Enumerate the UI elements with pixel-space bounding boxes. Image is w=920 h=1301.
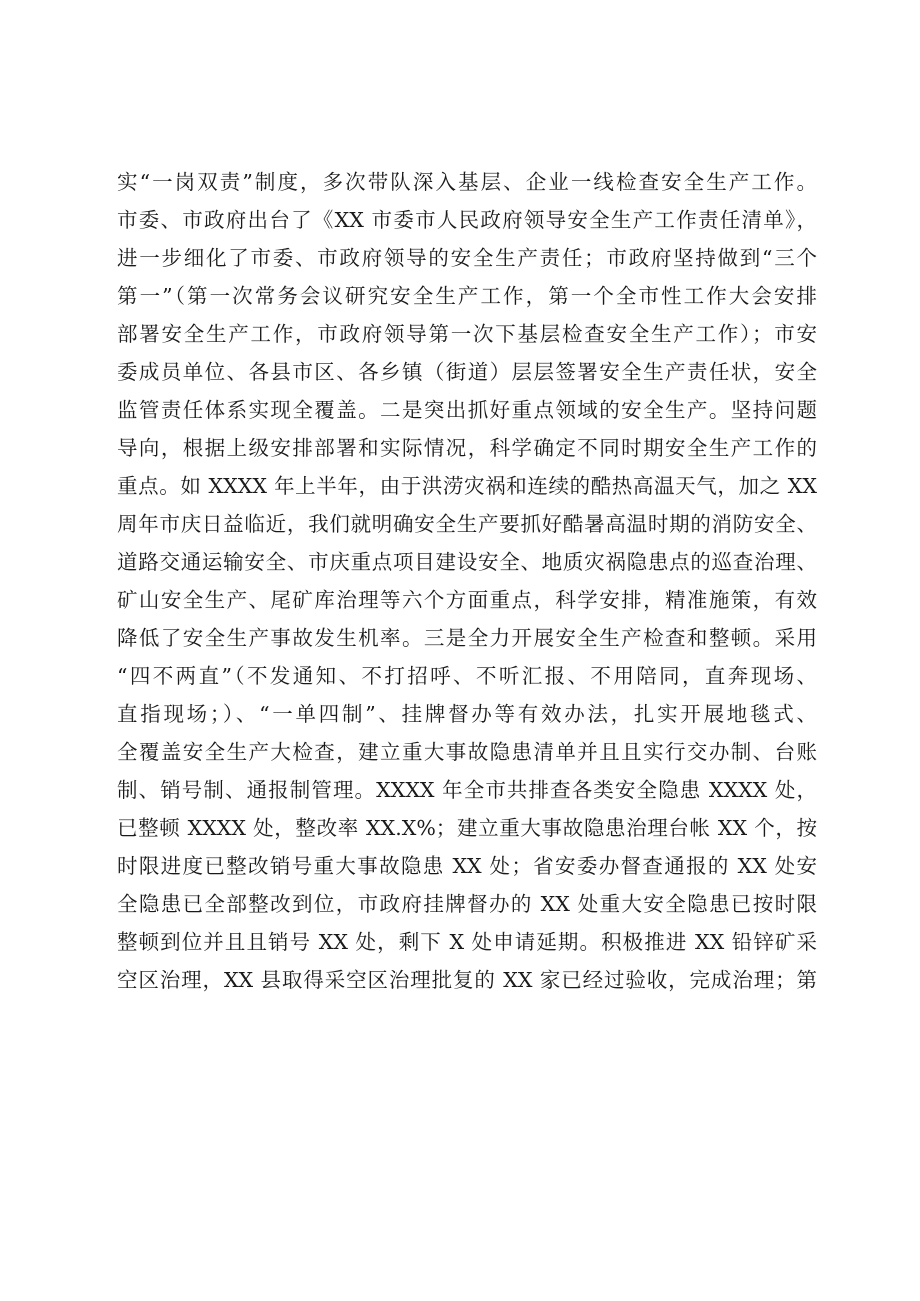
text-line: 委成员单位、各县市区、各乡镇（街道）层层签署安全生产责任状，安全 xyxy=(117,360,817,384)
text-line: “四不两直”（不发通知、不打招呼、不听汇报、不用陪同，直奔现场、 xyxy=(117,664,817,688)
text-line: 全隐患已全部整改到位，市政府挂牌督办的 XX 处重大安全隐患已按时限 xyxy=(117,892,817,916)
text-line: 监管责任体系实现全覆盖。二是突出抓好重点领域的安全生产。坚持问题 xyxy=(117,398,817,422)
text-line: 重点。如 XXXX 年上半年，由于洪涝灾祸和连续的酷热高温天气，加之 XX xyxy=(117,474,817,498)
text-line: 整顿到位并且且销号 XX 处，剩下 X 处申请延期。积极推进 XX 铅锌矿采 xyxy=(117,930,817,954)
text-line: 市委、市政府出台了《XX 市委市人民政府领导安全生产工作责任清单》， xyxy=(117,208,817,232)
text-line: 降低了安全生产事故发生机率。三是全力开展安全生产检查和整顿。采用 xyxy=(117,626,817,650)
text-line: 部署安全生产工作，市政府领导第一次下基层检查安全生产工作）；市安 xyxy=(117,322,817,346)
text-line: 制、销号制、通报制管理。XXXX 年全市共排查各类安全隐患 XXXX 处， xyxy=(117,778,817,802)
text-line: 直指现场；）、“一单四制”、挂牌督办等有效办法，扎实开展地毯式、 xyxy=(117,702,817,726)
text-line: 进一步细化了市委、市政府领导的安全生产责任；市政府坚持做到“三个 xyxy=(117,246,817,270)
text-line: 空区治理，XX 县取得采空区治理批复的 XX 家已经过验收，完成治理；第 xyxy=(117,968,817,992)
text-line: 矿山安全生产、尾矿库治理等六个方面重点，科学安排，精准施策，有效 xyxy=(117,588,817,612)
text-line: 已整顿 XXXX 处，整改率 XX.X%；建立重大事故隐患治理台帐 XX 个，按 xyxy=(117,816,817,840)
body-paragraph xyxy=(117,163,817,999)
text-line: 时限进度已整改销号重大事故隐患 XX 处；省安委办督查通报的 XX 处安 xyxy=(117,854,817,878)
text-line: 道路交通运输安全、市庆重点项目建设安全、地质灾祸隐患点的巡查治理、 xyxy=(117,550,817,574)
text-line: 第一”（第一次常务会议研究安全生产工作，第一个全市性工作大会安排 xyxy=(117,284,817,308)
text-line: 导向，根据上级安排部署和实际情况，科学确定不同时期安全生产工作的 xyxy=(117,436,817,460)
text-line: 实“一岗双责”制度，多次带队深入基层、企业一线检查安全生产工作。 xyxy=(117,170,817,194)
text-line: 周年市庆日益临近，我们就明确安全生产要抓好酷暑高温时期的消防安全、 xyxy=(117,512,817,536)
text-line: 全覆盖安全生产大检查，建立重大事故隐患清单并且且实行交办制、台账 xyxy=(117,740,817,764)
